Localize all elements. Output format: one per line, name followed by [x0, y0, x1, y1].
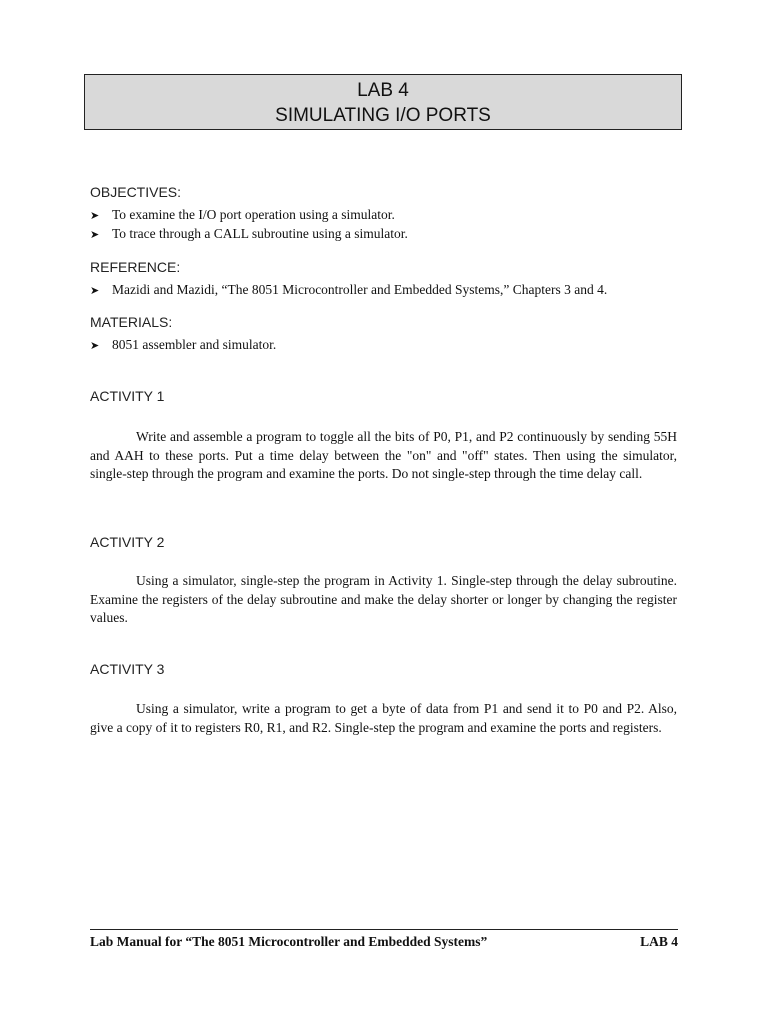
arrow-bullet-icon: ➤	[90, 210, 100, 222]
lab-title: SIMULATING I/O PORTS	[275, 105, 491, 126]
arrow-bullet-icon: ➤	[90, 285, 100, 297]
materials-heading: MATERIALS:	[90, 314, 173, 330]
activity-3-heading: ACTIVITY 3	[90, 661, 165, 677]
materials-item: ➤ 8051 assembler and simulator.	[90, 336, 276, 355]
activity-1-heading: ACTIVITY 1	[90, 388, 165, 404]
activity-2-text: Using a simulator, single-step the program in Activity 1. Single-step through the delay subroutine. Examine the registers of the delay subroutine and make the delay shorter or longer by changing the register values.	[90, 573, 677, 625]
footer-lab-number: LAB 4	[640, 934, 678, 949]
footer-manual-title: Lab Manual for “The 8051 Microcontroller and Embedded Systems”	[90, 934, 488, 949]
lab-title-box	[84, 74, 682, 130]
activity-2-heading: ACTIVITY 2	[90, 534, 165, 550]
footer-divider	[90, 929, 678, 930]
objective-item: ➤ To trace through a CALL subroutine using a simulator.	[90, 225, 408, 244]
arrow-bullet-icon: ➤	[90, 229, 100, 241]
activity-1-text: Write and assemble a program to toggle all the bits of P0, P1, and P2 continuously by sending 55H and AAH to these ports. Put a time delay between the "on" and "off" states. Then using the simulator, single-step through the program and examine the ports. Do not single-step through the time delay call.	[90, 429, 677, 481]
objectives-heading: OBJECTIVES:	[90, 184, 182, 200]
arrow-bullet-icon: ➤	[90, 340, 100, 352]
lab-number: LAB 4	[357, 80, 409, 101]
objective-item: ➤ To examine the I/O port operation using a simulator.	[90, 206, 395, 225]
reference-heading: REFERENCE:	[90, 259, 181, 275]
activity-3-text: Using a simulator, write a program to get a byte of data from P1 and send it to P0 and P2. Also, give a copy of it to registers R0, R1, and R2. Single-step the program and examine the ports and registers.	[90, 701, 677, 735]
reference-item: ➤ Mazidi and Mazidi, “The 8051 Microcontroller and Embedded Systems,” Chapters 3 and 4.	[90, 281, 607, 300]
